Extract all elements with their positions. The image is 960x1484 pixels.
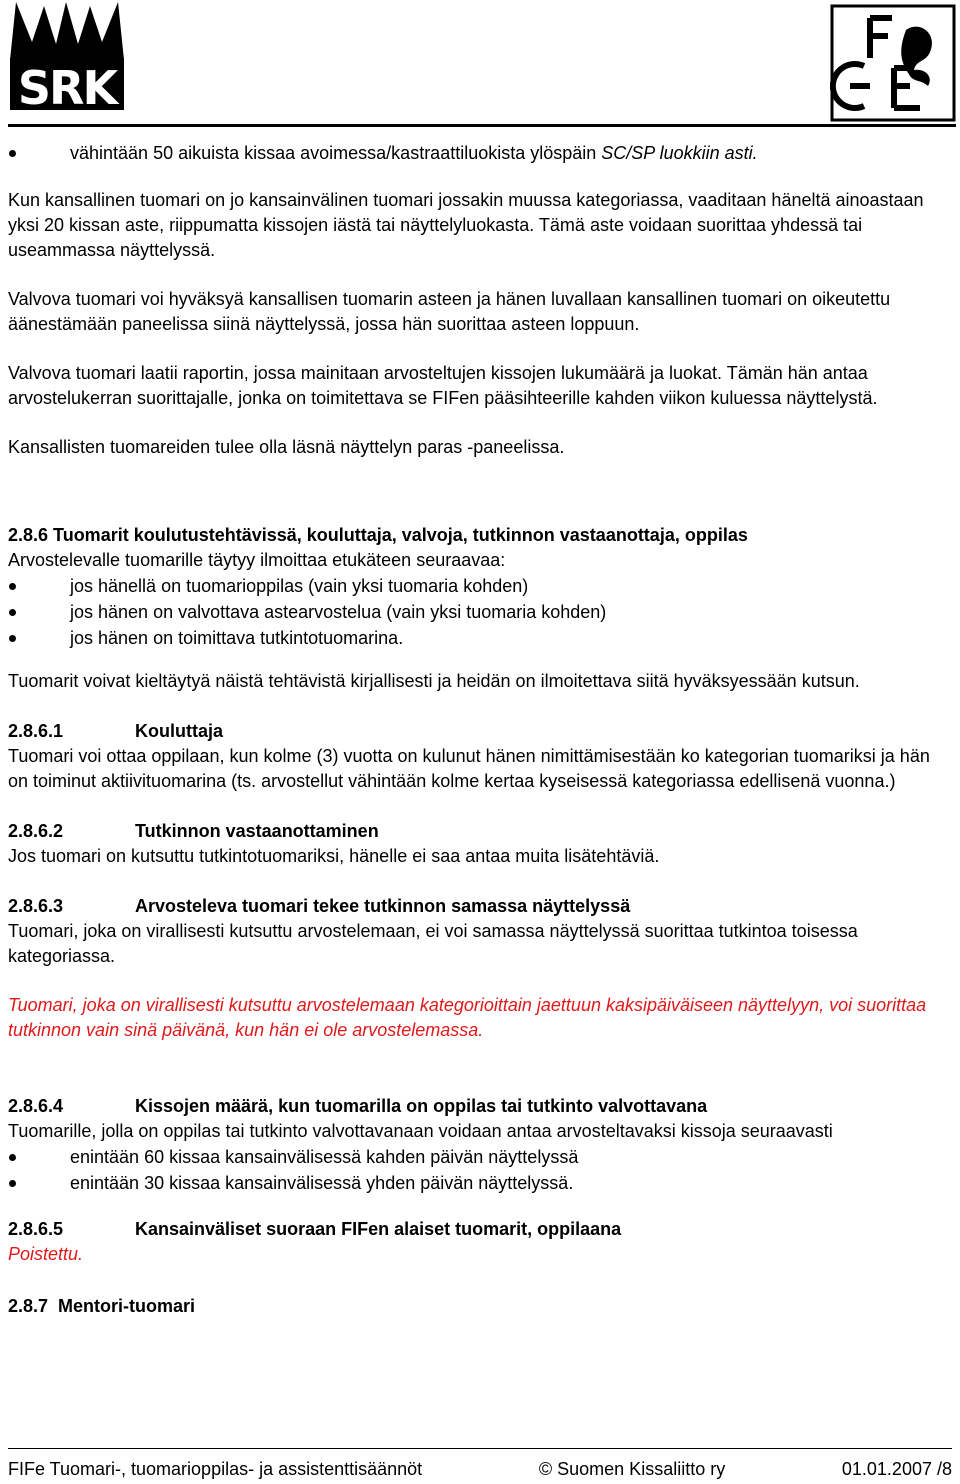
section-heading: 2.8.6.4 Kissojen määrä, kun tuomarilla on oppilas tai tutkinto valvottavana [8, 1096, 708, 1116]
document-body [8, 140, 952, 1319]
bullet-list [8, 573, 952, 651]
red-note: Tuomari, joka on virallisesti kutsuttu arvostelemaan kategorioittain jaettuun kaksipäiväiseen näyttelyyn, voi suorittaa tutkinnon vain sinä päivänä, kun hän ei ole arvostelemassa. [8, 995, 927, 1040]
list-item: enintään 60 kissaa kansainvälisessä kahden päivän näyttelyssä [8, 1144, 952, 1170]
red-note: Poistettu. [8, 1244, 84, 1264]
paragraph: Valvova tuomari laatii raportin, jossa mainitaan arvosteltujen kissojen lukumäärä ja luokat. Tämän hän antaa arvostelukerran suorittajalle, jonka on toimitettava se FIFen pääsihteerille kahden viikon kuluessa näyttelystä. [8, 363, 878, 408]
header-rule [8, 124, 956, 127]
bullet-list [8, 1144, 952, 1196]
paragraph: Valvova tuomari voi hyväksyä kansallisen tuomarin asteen ja hänen luvallaan kansallinen tuomari on oikeutettu äänestämään paneelissa siinä näyttelyssä, jossa hän suorittaa asteen loppuun. [8, 289, 891, 334]
section-heading: 2.8.6.2 Tutkinnon vastaanottaminen [8, 821, 379, 841]
section-heading: 2.8.6.5 Kansainväliset suoraan FIFen alaiset tuomarit, oppilaana [8, 1219, 622, 1239]
paragraph: Tuomari, joka on virallisesti kutsuttu arvostelemaan, ei voi samassa näyttelyssä suorittaa tutkintoa toisessa kategoriassa. [8, 921, 858, 966]
paragraph: Kansallisten tuomareiden tulee olla läsnä näyttelyn paras -paneelissa. [8, 437, 565, 457]
srk-logo [4, 0, 130, 112]
srk-logo-text: SRK [17, 61, 117, 112]
paragraph: Tuomarille, jolla on oppilas tai tutkinto valvottavanaan voidaan antaa arvosteltavaksi kissoja seuraavasti [8, 1121, 833, 1141]
list-item: jos hänellä on tuomarioppilas (vain yksi tuomaria kohden) [8, 573, 952, 599]
list-item: enintään 30 kissaa kansainvälisessä yhden päivän näyttelyssä. [8, 1170, 952, 1196]
section-heading: 2.8.7 Mentori-tuomari [8, 1296, 196, 1316]
page-header [0, 0, 960, 128]
bullet-list [8, 140, 952, 166]
footer-center: © Suomen Kissaliitto ry [538, 1459, 726, 1479]
list-item: vähintään 50 aikuista kissaa avoimessa/kastraattiluokista ylöspäin SC/SP luokkiin asti. [8, 140, 952, 166]
section-heading: 2.8.6.1 Kouluttaja [8, 721, 223, 741]
section-heading: 2.8.6 Tuomarit koulutustehtävissä, kouluttaja, valvoja, tutkinnon vastaanottaja, oppilas [8, 525, 748, 545]
section-heading: 2.8.6.3 Arvosteleva tuomari tekee tutkinnon samassa näyttelyssä [8, 896, 631, 916]
paragraph: Tuomarit voivat kieltäytyä näistä tehtävistä kirjallisesti ja heidän on ilmoitettava siitä hyväksyessään kutsun. [8, 671, 860, 691]
paragraph: Kun kansallinen tuomari on jo kansainvälinen tuomari jossakin muussa kategoriassa, vaaditaan häneltä ainoastaan yksi 20 kissan aste, riippumatta kissojen iästä tai näyttelyluokasta. Tämä aste voidaan suorittaa yhdessä tai useammassa näyttelyssä. [8, 190, 924, 260]
page-footer [8, 1448, 952, 1480]
paragraph: Tuomari voi ottaa oppilaan, kun kolme (3) vuotta on kulunut hänen nimittämisestään ko kategorian tuomariksi ja hän on toiminut aktiivituomarina (ts. arvostellut vähintään kolme kertaa kyseisessä kategoriassa edellisenä vuonna.) [8, 746, 930, 791]
footer-right: 01.01.2007 /8 [841, 1459, 952, 1479]
footer-left: FIFe Tuomari-, tuomarioppilas- ja assistenttisäännöt [8, 1459, 423, 1479]
list-item: jos hänen on valvottava astearvostelua (vain yksi tuomaria kohden) [8, 599, 952, 625]
paragraph: Jos tuomari on kutsuttu tutkintotuomariksi, hänelle ei saa antaa muita lisätehtäviä. [8, 846, 660, 866]
paragraph: Arvostelevalle tuomarille täytyy ilmoittaa etukäteen seuraavaa: [8, 550, 506, 570]
fife-logo [830, 4, 956, 122]
list-item: jos hänen on toimittava tutkintotuomarina. [8, 625, 952, 651]
